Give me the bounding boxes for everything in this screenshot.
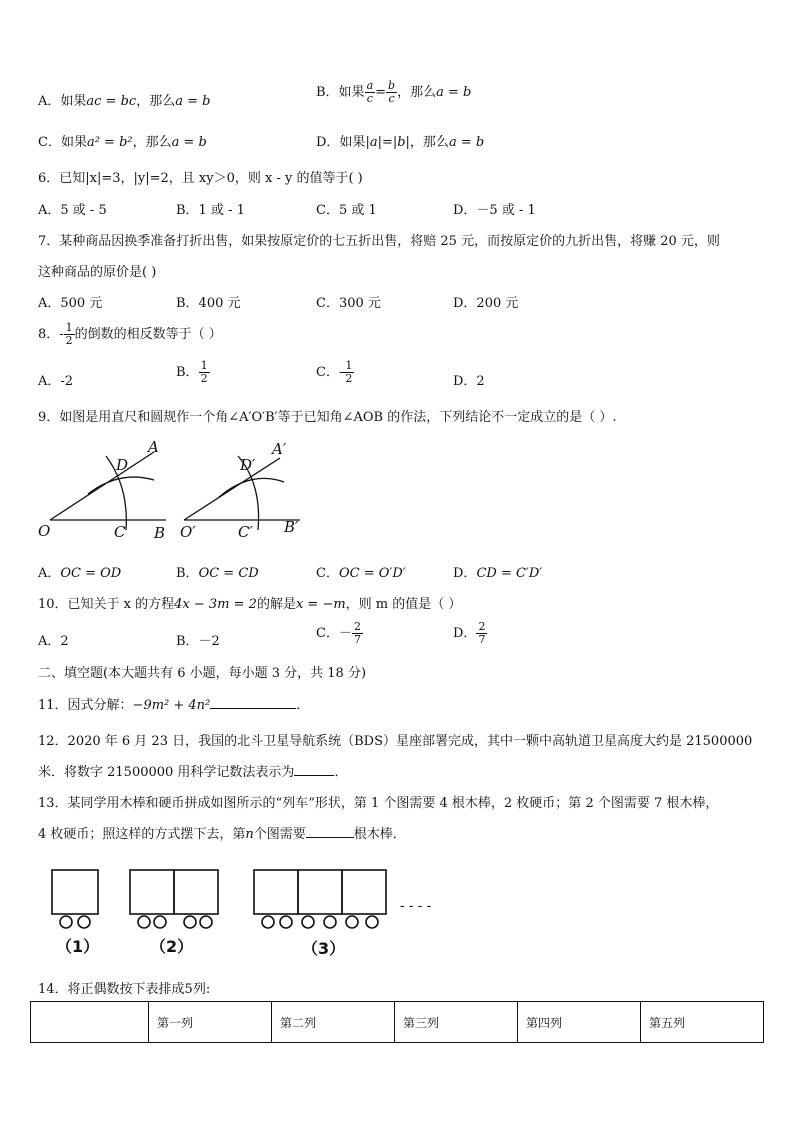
label-a: A bbox=[148, 438, 159, 456]
label-a-prime: A′ bbox=[272, 440, 287, 458]
option-label: B．如果 bbox=[316, 85, 365, 100]
ray-oa-prime bbox=[184, 458, 280, 520]
table-cell: 第二列 bbox=[272, 1002, 395, 1043]
question-text: 的倒数的相反数等于（ ） bbox=[74, 327, 222, 342]
car-box bbox=[298, 870, 342, 914]
arc-small-prime bbox=[218, 478, 284, 498]
q9-option-d bbox=[453, 562, 542, 581]
q14-stem: 14．将正偶数按下表排成5列: bbox=[38, 982, 211, 997]
label-d: D bbox=[116, 456, 129, 474]
q6-option-d: D．－5 或 - 1 bbox=[453, 203, 536, 218]
q7-option-c: C．300 元 bbox=[316, 296, 381, 311]
question-text: ． bbox=[334, 765, 348, 780]
car-box bbox=[52, 870, 98, 914]
q7-stem-line2: 这种商品的原价是( ) bbox=[38, 265, 157, 280]
q9-option-b bbox=[176, 562, 259, 581]
math-expr: = bbox=[375, 85, 387, 100]
answer-blank[interactable] bbox=[294, 763, 334, 776]
math-expr: a = b bbox=[436, 85, 472, 100]
question-text: ，则 m 的值是（ ） bbox=[345, 597, 462, 612]
question-text: 个图需要 bbox=[253, 827, 306, 842]
numerator: 1 bbox=[65, 321, 73, 334]
option-text: ，那么 bbox=[409, 135, 449, 150]
math-expr: 4x − 3m = 2 bbox=[174, 597, 257, 612]
option-label: C．－ bbox=[316, 626, 352, 641]
even-number-table bbox=[30, 1001, 764, 1043]
label-c-prime: C′ bbox=[238, 523, 253, 541]
numerator: 2 bbox=[353, 620, 361, 633]
figure-label-2: （2） bbox=[150, 937, 194, 956]
q6-stem: 6．已知|x|=3，|y|=2，且 xy＞0，则 x - y 的值等于( ) bbox=[38, 171, 363, 186]
q7-stem-line1: 7．某种商品因换季准备打折出售，如果按原定价的七五折出售，将赔 25 元，而按原定价的九折出售，将赚 20 元，则 bbox=[38, 234, 720, 249]
q7-option-b: B．400 元 bbox=[176, 296, 241, 311]
denominator: c bbox=[366, 92, 373, 105]
option-label: C．- bbox=[316, 365, 344, 380]
coin bbox=[154, 916, 166, 928]
table-cell: 第五列 bbox=[641, 1002, 764, 1043]
option-label: D． bbox=[453, 626, 477, 641]
q9-angle-figure bbox=[34, 432, 314, 547]
q11-stem bbox=[38, 694, 309, 713]
fraction bbox=[352, 621, 363, 646]
coin bbox=[280, 916, 292, 928]
question-number: 8．- bbox=[38, 327, 64, 342]
table-cell bbox=[31, 1002, 149, 1043]
math-expr: |a|=|b| bbox=[365, 135, 410, 150]
q8-option-c bbox=[316, 360, 354, 385]
q5-option-b bbox=[316, 80, 471, 105]
option-label: B． bbox=[176, 365, 199, 380]
denominator: 7 bbox=[353, 633, 361, 646]
option-text: ，那么 bbox=[397, 85, 437, 100]
q10-option-a: A．2 bbox=[38, 634, 69, 649]
math-expr: a = b bbox=[175, 94, 211, 109]
question-text: ． bbox=[296, 698, 310, 713]
car-box bbox=[254, 870, 298, 914]
fraction bbox=[386, 80, 397, 105]
q6-option-a: A．5 或 - 5 bbox=[38, 203, 107, 218]
q13-line2 bbox=[38, 823, 406, 842]
denominator: 7 bbox=[478, 633, 486, 646]
q12-line2 bbox=[38, 761, 347, 780]
q9-stem: 9．如图是用直尺和圆规作一个角∠A′O′B′等于已知角∠AOB 的作法，下列结论不一定成立的是（ ）. bbox=[38, 410, 617, 425]
question-text: 根木棒． bbox=[353, 827, 406, 842]
car-box bbox=[342, 870, 386, 914]
q5-option-d bbox=[316, 131, 484, 150]
math-expr: x = −m bbox=[295, 597, 346, 612]
option-text: ，那么 bbox=[132, 135, 172, 150]
option-label: C． bbox=[316, 566, 339, 581]
answer-blank[interactable] bbox=[210, 696, 296, 709]
numerator: a bbox=[366, 79, 374, 92]
denominator: 2 bbox=[345, 372, 353, 385]
math-expr: n bbox=[245, 827, 254, 842]
coin bbox=[302, 916, 314, 928]
option-label: A．如果 bbox=[38, 94, 87, 109]
coin bbox=[366, 916, 378, 928]
label-c: C bbox=[114, 523, 126, 541]
table-cell: 第四列 bbox=[518, 1002, 641, 1043]
q8-stem bbox=[38, 322, 222, 347]
q6-option-c: C．5 或 1 bbox=[316, 203, 377, 218]
denominator: c bbox=[388, 92, 395, 105]
numerator: 1 bbox=[200, 359, 208, 372]
math-expr: a = b bbox=[171, 135, 207, 150]
math-expr: OC = OD bbox=[60, 566, 122, 581]
figure-label-3: （3） bbox=[302, 939, 346, 958]
fraction bbox=[199, 360, 210, 385]
q7-option-d: D．200 元 bbox=[453, 296, 519, 311]
math-expr: OC = O′D′ bbox=[338, 566, 406, 581]
ray-oa bbox=[50, 452, 154, 520]
q12-line1: 12．2020 年 6 月 23 日，我国的北斗卫星导航系统（BDS）星座部署完成，其中一颗中高轨道卫星高度大约是 21500000 bbox=[38, 734, 753, 749]
numerator: 1 bbox=[345, 359, 353, 372]
option-label: A． bbox=[38, 566, 61, 581]
coin bbox=[78, 916, 90, 928]
q8-option-a: A．-2 bbox=[38, 374, 74, 389]
figure-label-1: （1） bbox=[56, 937, 100, 956]
coin bbox=[262, 916, 274, 928]
math-expr: a = b bbox=[448, 135, 485, 150]
label-b-prime: B′ bbox=[284, 518, 299, 536]
q9-option-c bbox=[316, 562, 406, 581]
option-label: B． bbox=[176, 566, 199, 581]
math-expr: ac = bc bbox=[86, 94, 137, 109]
label-b: B bbox=[154, 524, 166, 542]
coin bbox=[346, 916, 358, 928]
q10-option-c bbox=[316, 621, 363, 646]
question-text: 4 枚硬币；照这样的方式摆下去，第 bbox=[38, 827, 246, 842]
q7-option-a: A．500 元 bbox=[38, 296, 103, 311]
coin bbox=[200, 916, 212, 928]
fraction bbox=[365, 80, 376, 105]
q8-option-d: D．2 bbox=[453, 374, 485, 389]
coin bbox=[138, 916, 150, 928]
q10-option-b: B．－2 bbox=[176, 634, 220, 649]
q5-option-c bbox=[38, 131, 207, 150]
q10-stem bbox=[38, 593, 461, 612]
label-d-prime: D′ bbox=[240, 456, 256, 474]
fraction bbox=[64, 322, 75, 347]
label-o-prime: O′ bbox=[180, 523, 196, 541]
math-expr: CD = C′D′ bbox=[476, 566, 543, 581]
car-box bbox=[174, 870, 218, 914]
car-box bbox=[130, 870, 174, 914]
question-text: 的解是 bbox=[256, 597, 296, 612]
question-text: 11．因式分解： bbox=[38, 698, 133, 713]
q5-option-a bbox=[38, 90, 210, 109]
math-expr: OC = CD bbox=[198, 566, 259, 581]
denominator: 2 bbox=[200, 372, 208, 385]
coin bbox=[184, 916, 196, 928]
math-expr: a² = b² bbox=[86, 135, 133, 150]
denominator: 2 bbox=[65, 334, 73, 347]
option-label: D．如果 bbox=[316, 135, 366, 150]
q6-option-b: B．1 或 - 1 bbox=[176, 203, 245, 218]
math-expr: −9m² + 4n² bbox=[132, 698, 211, 713]
table-cell: 第三列 bbox=[395, 1002, 518, 1043]
coin bbox=[60, 916, 72, 928]
label-o: O bbox=[38, 522, 51, 540]
question-text: 10．已知关于 x 的方程 bbox=[38, 597, 175, 612]
table-header-row bbox=[31, 1002, 764, 1043]
answer-blank[interactable] bbox=[306, 825, 354, 838]
q9-option-a bbox=[38, 562, 121, 581]
option-label: D． bbox=[453, 566, 477, 581]
q10-option-d bbox=[453, 621, 487, 646]
question-text: 米．将数字 21500000 用科学记数法表示为 bbox=[38, 765, 295, 780]
q13-train-figure bbox=[40, 862, 460, 962]
coin bbox=[324, 916, 336, 928]
fraction bbox=[343, 360, 354, 385]
q13-line1: 13．某同学用木棒和硬币拼成如图所示的“列车”形状，第 1 个图需要 4 根木棒，2 枚硬币；第 2 个图需要 7 根木棒， bbox=[38, 796, 719, 811]
section-heading: 二、填空题(本大题共有 6 小题，每小题 3 分，共 18 分) bbox=[38, 666, 367, 681]
continuation-dots: - - - - bbox=[400, 899, 432, 914]
numerator: b bbox=[388, 79, 396, 92]
option-label: C．如果 bbox=[38, 135, 87, 150]
q8-option-b bbox=[176, 360, 210, 385]
fraction bbox=[476, 621, 487, 646]
numerator: 2 bbox=[478, 620, 486, 633]
table-cell: 第一列 bbox=[149, 1002, 272, 1043]
option-text: ，那么 bbox=[136, 94, 176, 109]
